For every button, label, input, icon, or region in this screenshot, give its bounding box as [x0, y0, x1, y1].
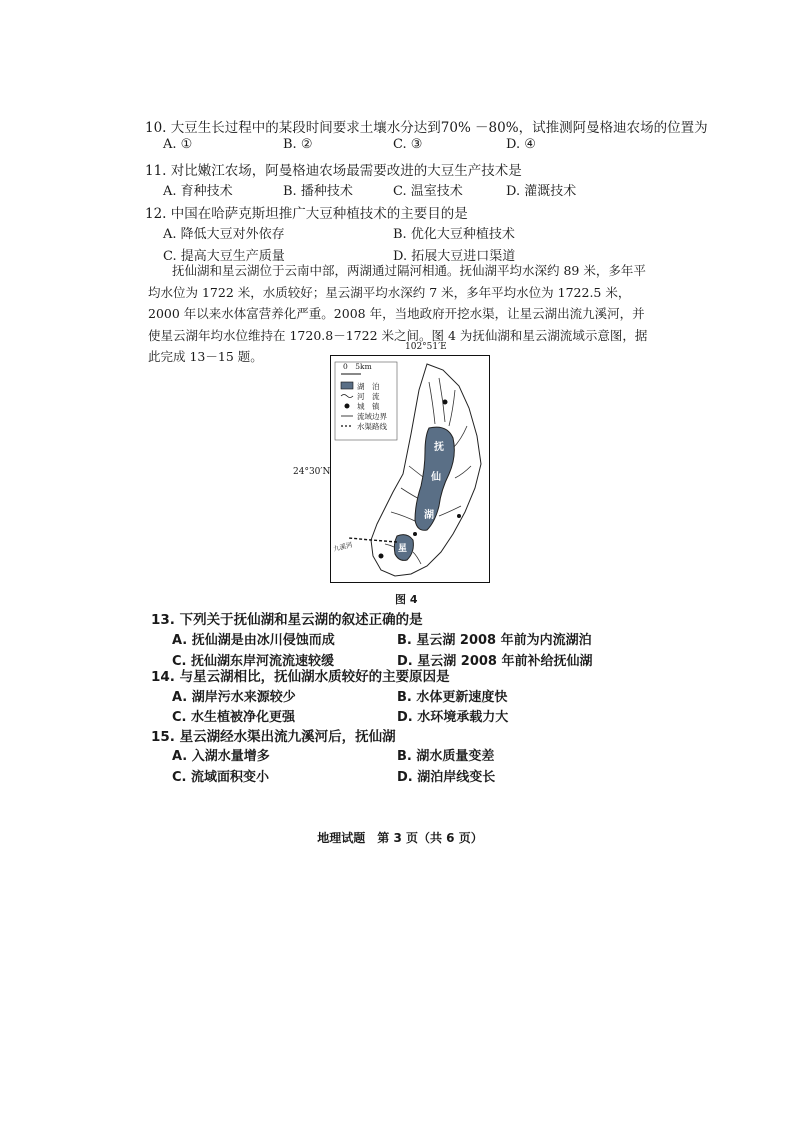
town-marker [379, 554, 384, 559]
lake-label-hu: 湖 [424, 510, 434, 521]
q15-option-a: A. 入湖水量增多 [172, 749, 270, 764]
q11-option-c: C. 温室技术 [393, 184, 463, 199]
town-marker [457, 514, 461, 518]
q10-option-b: B. ② [283, 137, 313, 152]
q11-stem: 11. 对比嫩江农场，阿曼格迪农场最需要改进的大豆生产技术是 [145, 163, 522, 179]
q15-option-b: B. 湖水质量变差 [397, 749, 495, 764]
q14-option-d: D. 水环境承载力大 [397, 710, 509, 725]
legend-town-label: 城 镇 [357, 402, 380, 411]
q15-stem: 15. 星云湖经水渠出流九溪河后，抚仙湖 [151, 729, 396, 745]
q12-option-c: C. 提高大豆生产质量 [163, 249, 285, 264]
q10-option-c: C. ③ [393, 137, 423, 152]
q12-option-a: A. 降低大豆对外依存 [163, 227, 285, 242]
legend-canal-label: 水渠路线 [357, 422, 387, 431]
lake-label-xian: 仙 [431, 472, 441, 483]
q11-option-b: B. 播种技术 [283, 184, 353, 199]
q15-option-d: D. 湖泊岸线变长 [397, 770, 496, 785]
q13-stem: 13. 下列关于抚仙湖和星云湖的叙述正确的是 [151, 612, 423, 628]
q13-option-c: C. 抚仙湖东岸河流流速较缓 [172, 654, 335, 669]
river-label-jiuxi: 九溪河 [332, 540, 354, 554]
figure-caption: 图 4 [395, 593, 418, 606]
passage-text: 抚仙湖和星云湖位于云南中部，两湖通过隔河相通。抚仙湖平均水深约 89 米，多年平均水位为 1722 米，水质较好；星云湖平均水深约 7 米，多年平均水位为 1722.5 米，2000 年以来水体富营养化严重。2008 年，当地政府开挖水渠，让星云湖出流九溪河，并使星云湖年均水位维持在 1720.8－1722 米之间。图 4 为抚仙湖和星云湖流域示意图，据此完成 13－15 题。 [148, 263, 648, 364]
q15-option-c: C. 流域面积变小 [172, 770, 270, 785]
q13-option-a: A. 抚仙湖是由冰川侵蚀而成 [172, 633, 335, 648]
legend-lake-swatch [341, 382, 353, 389]
longitude-label: 102°51′E [405, 342, 447, 352]
q12-stem: 12. 中国在哈萨克斯坦推广大豆种植技术的主要目的是 [145, 206, 468, 222]
q11-option-a: A. 育种技术 [163, 184, 233, 199]
legend-town-swatch [345, 404, 350, 409]
lake-label-fu: 抚 [434, 442, 444, 453]
legend-boundary-label: 流域边界 [357, 412, 387, 421]
q14-option-a: A. 湖岸污水来源较少 [172, 690, 296, 705]
q10-stem: 10. 大豆生长过程中的某段时间要求土壤水分达到70% －80%，试推测阿曼格迪农场的位置为 [145, 120, 708, 136]
legend-river-label: 河 流 [357, 392, 380, 401]
q13-option-b: B. 星云湖 2008 年前为内流湖泊 [397, 633, 592, 648]
q10-option-d: D. ④ [506, 137, 536, 152]
page-footer: 地理试题 第 3 页（共 6 页） [317, 831, 483, 845]
q10-option-a: A. ① [163, 137, 193, 152]
q11-option-d: D. 灌溉技术 [506, 184, 577, 199]
canal-route [349, 538, 397, 542]
q14-option-b: B. 水体更新速度快 [397, 690, 508, 705]
scale-label: 0 5km [343, 362, 372, 371]
basin-map [330, 355, 490, 583]
town-marker [413, 532, 417, 536]
q12-option-b: B. 优化大豆种植技术 [393, 227, 515, 242]
town-marker [443, 400, 448, 405]
latitude-label: 24°30′N [293, 467, 331, 477]
q14-option-c: C. 水生植被净化更强 [172, 710, 296, 725]
basin-map-graphic [331, 356, 489, 582]
lake-label-xing: 星 [398, 544, 408, 554]
legend-lake-label: 湖 泊 [357, 382, 380, 391]
q12-option-d: D. 拓展大豆进口渠道 [393, 249, 516, 264]
q14-stem: 14. 与星云湖相比，抚仙湖水质较好的主要原因是 [151, 669, 450, 685]
q13-option-d: D. 星云湖 2008 年前补给抚仙湖 [397, 654, 593, 669]
